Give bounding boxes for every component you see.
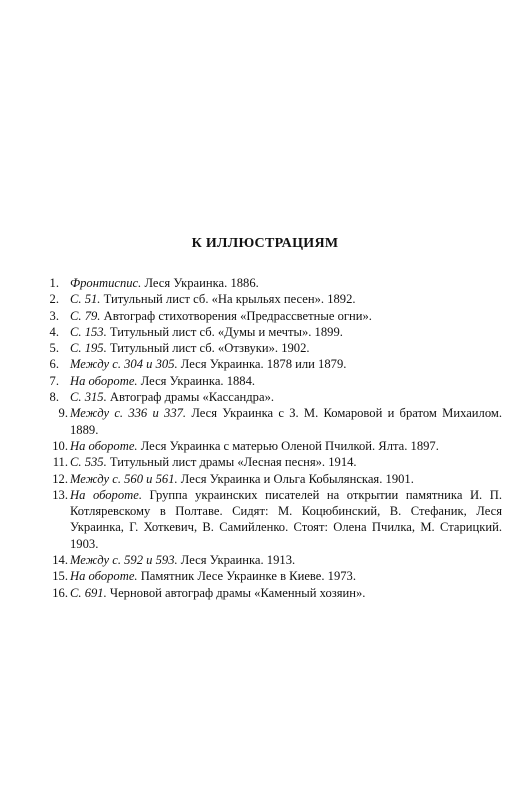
item-number: 1. (49, 276, 59, 290)
item-number: 6. (49, 357, 59, 372)
item-number: 10. (52, 438, 68, 453)
item-number: 9. (58, 406, 68, 421)
item-reference: С. 51. (70, 292, 101, 307)
item-reference: Между с. 336 и 337. (70, 406, 187, 421)
item-description: Памятник Лесе Украинке в Киеве. 1973. (137, 569, 357, 584)
item-reference: На обороте. (70, 569, 138, 584)
item-reference: С. 315. (70, 390, 107, 405)
list-item (40, 324, 502, 340)
item-description: Титульный лист сб. «На крыльях песен». 1892. (100, 292, 356, 307)
list-item (40, 291, 502, 307)
list-item (40, 487, 502, 552)
list-item (40, 454, 502, 470)
item-reference: Фронтиспис. (70, 276, 142, 290)
list-item (40, 552, 502, 568)
item-number: 14. (52, 553, 68, 568)
item-reference: С. 79. (70, 308, 101, 323)
item-description: Титульный лист сб. «Думы и мечты». 1899. (106, 324, 343, 339)
item-description: Леся Украинка. 1884. (137, 373, 256, 388)
item-description: Леся Украинка. 1878 или 1879. (177, 357, 347, 372)
item-description: Автограф стихотворения «Предрассветные огни». (100, 308, 372, 323)
item-reference: На обороте. (70, 487, 142, 502)
item-reference: С. 153. (70, 324, 107, 339)
item-description: Титульный лист сб. «Отзвуки». 1902. (106, 341, 310, 356)
item-description: Леся Украинка. 1913. (177, 553, 296, 568)
item-description: Группа украинских писателей на открытии памятника И. П. Котляревскому в Полтаве. Сидят: М. Коцюбинский, В. Стефаник, Леся Украинка, Г. Хоткевич, В. Самийленко. Стоят: Олена Пчилка, М. Старицкий. 1903. (70, 487, 502, 551)
item-reference: Между с. 560 и 561. (70, 471, 178, 486)
item-reference: На обороте. (70, 373, 138, 388)
item-number: 11. (52, 455, 68, 470)
list-item (40, 471, 502, 487)
item-reference: На обороте. (70, 438, 138, 453)
item-number: 7. (49, 373, 59, 388)
item-number: 2. (49, 292, 59, 307)
item-number: 4. (49, 324, 59, 339)
list-item (40, 308, 502, 324)
illustrations-list (40, 275, 502, 601)
item-description: Леся Украинка с З. М. Комаровой и братом Михаилом. 1889. (70, 406, 503, 437)
item-number: 8. (49, 390, 59, 405)
list-item (40, 275, 502, 291)
list-item (40, 340, 502, 356)
list-item (40, 356, 502, 372)
item-number: 5. (49, 341, 59, 356)
item-description: Титульный лист драмы «Лесная песня». 1914. (106, 455, 357, 470)
item-number: 13. (52, 487, 68, 502)
item-reference: Между с. 304 и 305. (70, 357, 178, 372)
item-description: Леся Украинка и Ольга Кобылянская. 1901. (177, 471, 414, 486)
item-number: 12. (52, 471, 68, 486)
list-item (40, 568, 502, 584)
item-number: 15. (52, 569, 68, 584)
item-description: Леся Украинка с матерью Оленой Пчилкой. Ялта. 1897. (137, 438, 439, 453)
page-title: К ИЛЛЮСТРАЦИЯМ (191, 236, 339, 251)
item-number: 16. (52, 585, 68, 600)
item-reference: С. 195. (70, 341, 107, 356)
item-description: Автограф драмы «Кассандра». (106, 390, 275, 405)
list-item (40, 438, 502, 454)
item-number: 3. (49, 308, 59, 323)
list-item (40, 389, 502, 405)
item-reference: Между с. 592 и 593. (70, 553, 178, 568)
list-item (40, 585, 502, 601)
item-reference: С. 691. (70, 585, 107, 600)
list-item (40, 373, 502, 389)
list-item (40, 405, 502, 438)
item-description: Леся Украинка. 1886. (141, 276, 259, 290)
item-description: Черновой автограф драмы «Каменный хозяин». (106, 585, 366, 600)
item-reference: С. 535. (70, 455, 107, 470)
